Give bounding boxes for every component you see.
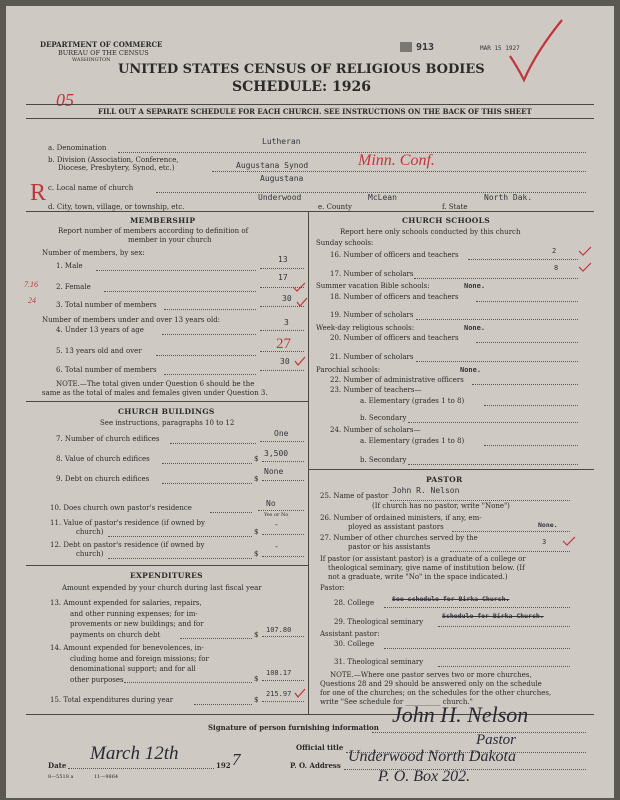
q12-label-1: 12. Debt on pastor's residence (if owned by bbox=[50, 541, 205, 549]
pastor-note-4: write "See schedule for __________ church." bbox=[320, 698, 473, 706]
q6-value: 30 bbox=[280, 357, 290, 366]
membership-intro-1: Report number of members according to definition of bbox=[58, 227, 249, 235]
q14-line-3: denominational support; and for all bbox=[70, 665, 196, 673]
q9-value: None bbox=[264, 467, 284, 476]
q2-red-check bbox=[292, 282, 306, 292]
q8-label: 8. Value of church edifices bbox=[56, 455, 150, 463]
q25-value: John R. Nelson bbox=[392, 486, 460, 495]
signature-label: Signature of person furnishing information bbox=[208, 723, 379, 732]
q16-value: 2 bbox=[552, 247, 557, 255]
q13-label bbox=[50, 598, 204, 640]
q1-value: 13 bbox=[278, 255, 288, 264]
q13-dollar: $ bbox=[254, 631, 259, 639]
county-label: e. County bbox=[318, 203, 352, 211]
stamp-date: MAR 15 1927 bbox=[480, 45, 520, 52]
year-value: 7 bbox=[232, 750, 241, 769]
q7-label: 7. Number of church edifices bbox=[56, 435, 160, 443]
pastor-subsection-label: Pastor: bbox=[320, 584, 345, 592]
membership-sex-label: Number of members, by sex: bbox=[42, 249, 145, 257]
q15-label: 15. Total expenditures during year bbox=[50, 696, 174, 704]
q15-value: 215.97 bbox=[266, 690, 292, 698]
local-name-label: c. Local name of church bbox=[48, 184, 134, 192]
denomination-label: a. Denomination bbox=[48, 144, 107, 152]
q24b-label: b. Secondary bbox=[360, 456, 407, 464]
parochial-schools-label: Parochial schools: bbox=[316, 366, 381, 374]
q27-label-2: pastor or his assistants bbox=[348, 543, 431, 551]
q1-label: 1. Male bbox=[56, 262, 83, 270]
q24a-label: a. Elementary (grades 1 to 8) bbox=[360, 437, 465, 445]
q2-value: 17 bbox=[278, 273, 288, 282]
q27-red-check bbox=[562, 536, 576, 546]
instruction-banner: FILL OUT A SEPARATE SCHEDULE FOR EACH CHURCH. SEE INSTRUCTIONS ON THE BACK OF THIS SHEET bbox=[98, 107, 532, 116]
q14-line-4: other purposes bbox=[70, 675, 124, 684]
q6-red-check bbox=[294, 356, 306, 366]
graduate-note-1: If pastor (or assistant pastor) is a graduate of a college or bbox=[320, 555, 526, 563]
q26-value: None. bbox=[538, 521, 558, 529]
stamp-ink-block bbox=[400, 42, 412, 52]
q12-label-2: church) bbox=[76, 550, 104, 558]
q16-label: 16. Number of officers and teachers bbox=[330, 251, 459, 259]
q21-label: 21. Number of scholars bbox=[330, 353, 414, 361]
q30-label: 30. College bbox=[334, 640, 375, 648]
membership-intro-2: member in your church bbox=[128, 236, 212, 244]
membership-note-1: NOTE.—The total given under Question 6 should be the bbox=[56, 380, 255, 388]
q23a-label: a. Elementary (grades 1 to 8) bbox=[360, 397, 465, 405]
expenditures-heading: EXPENDITURES bbox=[130, 571, 203, 580]
q13-line-4: payments on church debt bbox=[70, 630, 161, 639]
q23b-label: b. Secondary bbox=[360, 414, 407, 422]
q4-label: 4. Under 13 years of age bbox=[56, 326, 144, 334]
signature-value: John H. Nelson bbox=[392, 702, 529, 727]
q2-label: 2. Female bbox=[56, 283, 91, 291]
division-label-1: b. Division (Association, Conference, bbox=[48, 156, 179, 164]
vacation-schools-value: None. bbox=[464, 282, 486, 290]
q20-label: 20. Number of officers and teachers bbox=[330, 334, 459, 342]
q10-hint: Yes or No bbox=[264, 512, 289, 518]
q11-dollar: $ bbox=[254, 528, 259, 536]
pastor-heading: PASTOR bbox=[426, 475, 463, 484]
q5-label: 5. 13 years old and over bbox=[56, 347, 142, 355]
po-address-line-2: P. O. Box 202. bbox=[378, 768, 471, 785]
sunday-schools-label: Sunday schools: bbox=[316, 239, 374, 247]
assistant-pastor-label: Assistant pastor: bbox=[320, 630, 380, 638]
date-value: March 12th bbox=[90, 743, 179, 764]
q10-label: 10. Does church own pastor's residence bbox=[50, 504, 192, 512]
q31-label: 31. Theological seminary bbox=[334, 658, 424, 666]
q28-label: 28. College bbox=[334, 599, 375, 607]
pastor-note-2: Questions 28 and 29 should be answered only on the schedule bbox=[320, 680, 542, 688]
q4-value: 3 bbox=[284, 318, 289, 327]
q16-red-check bbox=[578, 246, 592, 256]
q25-label: 25. Name of pastor bbox=[320, 492, 389, 500]
q15-dollar: $ bbox=[254, 696, 259, 704]
q13-line-1: 13. Amount expended for salaries, repairs, bbox=[50, 599, 202, 607]
pastor-note-3: for one of the churches; on the schedules for the other churches, bbox=[320, 689, 552, 697]
q23-label: 23. Number of teachers— bbox=[330, 386, 422, 394]
q29-label: 29. Theological seminary bbox=[334, 618, 424, 626]
q25-hint: (If church has no pastor, write "None") bbox=[372, 502, 510, 510]
q8-value: 3,500 bbox=[264, 449, 289, 458]
schools-sub: Report here only schools conducted by this church bbox=[340, 228, 521, 236]
margin-note-a: 7.16 bbox=[24, 280, 38, 289]
q3-value: 30 bbox=[282, 294, 292, 303]
red-r-mark: R bbox=[30, 180, 47, 206]
red-code-mark: 05 bbox=[56, 90, 74, 110]
schools-heading: CHURCH SCHOOLS bbox=[402, 216, 490, 225]
graduate-note-3: not a graduate, write "No" in the space indicated.) bbox=[328, 573, 508, 581]
division-label-2: Diocese, Presbytery, Synod, etc.) bbox=[58, 164, 175, 172]
stamp-number: 913 bbox=[416, 42, 435, 53]
vacation-schools-label: Summer vacation Bible schools: bbox=[316, 282, 430, 290]
q14-value: 108.17 bbox=[266, 669, 292, 677]
q17-red-check bbox=[578, 262, 592, 272]
state-label: f. State bbox=[442, 203, 468, 211]
q11-label-2: church) bbox=[76, 528, 104, 536]
q6-label: 6. Total number of members bbox=[56, 366, 157, 374]
q17-label: 17. Number of scholars bbox=[330, 270, 414, 278]
weekday-schools-value: None. bbox=[464, 324, 486, 332]
membership-age-label: Number of members under and over 13 years old: bbox=[42, 316, 221, 324]
q14-label bbox=[50, 643, 209, 685]
local-name-value: Augustana bbox=[260, 174, 304, 183]
membership-note-2: same as the total of males and females given under Question 3. bbox=[42, 389, 268, 397]
census-schedule-document bbox=[6, 6, 614, 798]
department-name: DEPARTMENT OF COMMERCE bbox=[40, 40, 163, 49]
graduate-note-2: theological seminary, give name of institution below. (If bbox=[328, 564, 525, 572]
q13-line-2: and other running expenses; for im- bbox=[70, 609, 198, 618]
po-address-label: P. O. Address bbox=[290, 761, 341, 770]
form-code: 8—5518 a bbox=[48, 774, 74, 780]
q13-value: 107.80 bbox=[266, 626, 292, 634]
parochial-schools-value: None. bbox=[460, 366, 482, 374]
buildings-heading: CHURCH BUILDINGS bbox=[118, 407, 215, 416]
q14-line-1: 14. Amount expended for benevolences, in- bbox=[50, 644, 204, 652]
city-value: Underwood bbox=[258, 193, 302, 202]
q11-label-1: 11. Value of pastor's residence (if owned by bbox=[50, 519, 205, 527]
division-value: Augustana Synod bbox=[236, 161, 309, 170]
denomination-value: Lutheran bbox=[262, 137, 301, 146]
q26-label-1: 26. Number of ordained ministers, if any, em- bbox=[320, 514, 482, 522]
weekday-schools-label: Week-day religious schools: bbox=[316, 324, 415, 332]
form-title: UNITED STATES CENSUS OF RELIGIOUS BODIES bbox=[118, 62, 485, 77]
q12-value: - bbox=[274, 542, 279, 551]
q22-label: 22. Number of administrative officers bbox=[330, 376, 464, 384]
q8-dollar: $ bbox=[254, 455, 259, 463]
q18-label: 18. Number of officers and teachers bbox=[330, 293, 459, 301]
q17-value: 8 bbox=[554, 264, 559, 272]
official-title-label: Official title bbox=[296, 743, 344, 752]
q29-value: Schedule for Birka Church. bbox=[442, 612, 544, 620]
bureau-city: WASHINGTON bbox=[72, 57, 111, 63]
buildings-sub: See instructions, paragraphs 10 to 12 bbox=[100, 419, 235, 427]
form-code-2: 11—9864 bbox=[94, 774, 119, 780]
q14-line-2: cluding home and foreign missions; for bbox=[70, 654, 209, 663]
q19-label: 19. Number of scholars bbox=[330, 311, 414, 319]
q10-value: No bbox=[266, 499, 276, 508]
red-check-mark bbox=[506, 16, 566, 86]
q7-value: One bbox=[274, 429, 289, 438]
q14-dollar: $ bbox=[254, 675, 259, 683]
bureau-name: BUREAU OF THE CENSUS bbox=[58, 49, 149, 57]
q28-value: See schedule for Birka Church. bbox=[392, 595, 510, 603]
schedule-title: SCHEDULE: 1926 bbox=[232, 79, 372, 95]
q3-label: 3. Total number of members bbox=[56, 301, 157, 309]
q27-label-1: 27. Number of other churches served by the bbox=[320, 534, 478, 542]
county-value: McLean bbox=[368, 193, 397, 202]
city-label: d. City, town, village, or township, etc. bbox=[48, 203, 185, 211]
q26-label-2: ployed as assistant pastors bbox=[348, 523, 444, 531]
expenditures-sub: Amount expended by your church during last fiscal year bbox=[62, 584, 262, 592]
po-address-line-1: Underwood North Dakota bbox=[348, 748, 516, 765]
q5-value: 27 bbox=[276, 336, 291, 352]
q3-red-check bbox=[296, 297, 308, 307]
q24-label: 24. Number of scholars— bbox=[330, 426, 421, 434]
q9-label: 9. Debt on church edifices bbox=[56, 475, 150, 483]
q13-line-3: provements or new buildings; and for bbox=[70, 620, 204, 628]
q9-dollar: $ bbox=[254, 475, 259, 483]
q15-red-check bbox=[294, 688, 306, 698]
margin-note-b: 24 bbox=[28, 296, 36, 305]
q12-dollar: $ bbox=[254, 550, 259, 558]
pastor-note-1: NOTE.—Where one pastor serves two or more churches, bbox=[330, 671, 532, 679]
official-title-value: Pastor bbox=[476, 732, 517, 748]
year-prefix: 192 bbox=[216, 761, 231, 770]
q11-value: - bbox=[274, 520, 279, 529]
date-label: Date bbox=[48, 761, 67, 770]
membership-heading: MEMBERSHIP bbox=[130, 216, 196, 225]
division-handwritten-note: Minn. Conf. bbox=[358, 152, 435, 169]
state-value: North Dak. bbox=[484, 193, 533, 202]
q27-value: 3 bbox=[542, 538, 547, 546]
